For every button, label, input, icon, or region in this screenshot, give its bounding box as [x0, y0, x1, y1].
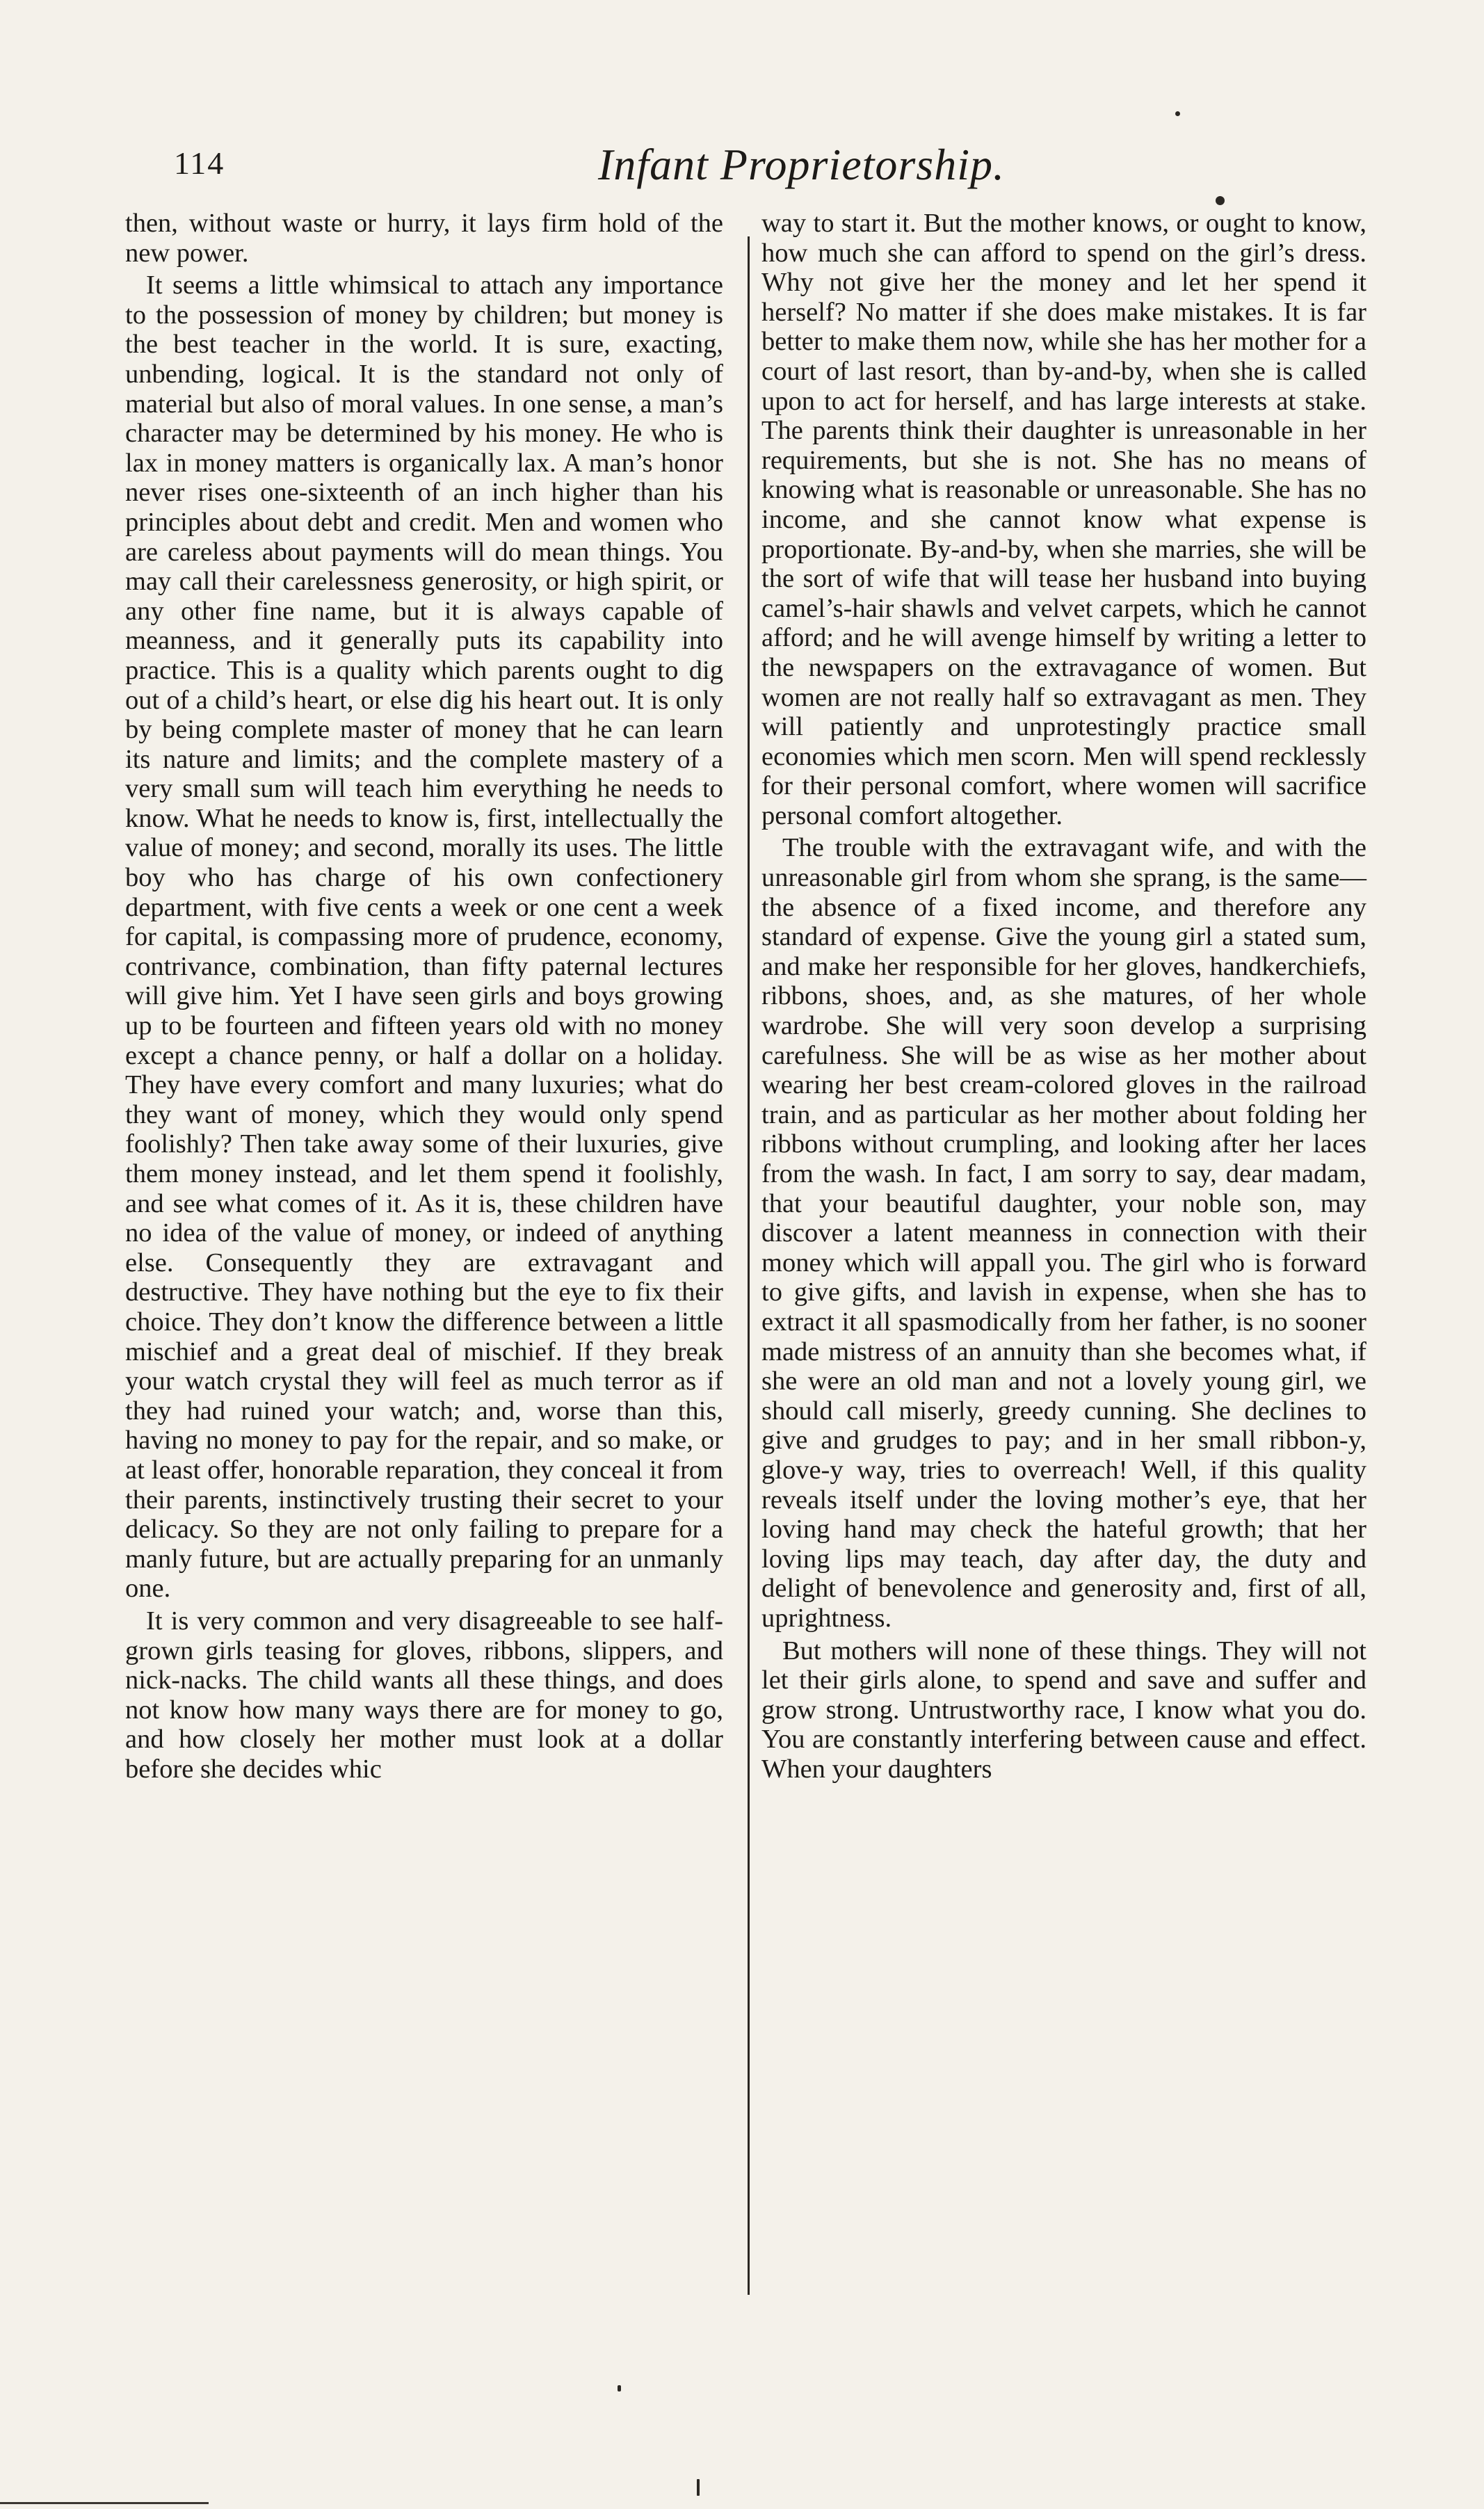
paragraph: It is very common and very disagreeable to see half-grown girls teasing for gloves, ribbons, slippers, and nick-nacks. The child wants all these things, and does not know how many ways there are for money to go, and how closely her mother must look at a dollar before she decides whic [125, 1606, 723, 1784]
ink-speck [1216, 196, 1225, 205]
ink-speck [697, 2479, 700, 2496]
paragraph: The trouble with the extravagant wife, and with the unreasonable girl from whom she sprang, is the same—the absence of a fixed income, and therefore any standard of expense. Give the young girl a stated sum, and make her responsible for her gloves, handkerchiefs, ribbons, shoes, and, as she matures, of her whole wardrobe. She will very soon develop a surprising carefulness. She will be as wise as her mother about wearing her best cream-colored gloves in the railroad train, and as particular as her mother about folding her ribbons without crumpling, and looking after her laces from the wash. In fact, I am sorry to say, dear madam, that your beautiful daughter, your noble son, may discover a latent meanness in connection with their money which will appall you. The girl who is forward to give gifts, and lavish in expense, when she has to extract it all spasmodically from her father, is no sooner made mistress of an annuity than she becomes what, if she were an old man and not a lovely young girl, we should call miserly, greedy cunning. She declines to give and grudges to pay; and in her small ribbon-y, glove-y way, tries to overreach! Well, if this quality reveals itself under the loving mother’s eye, that her loving hand may check the hateful growth; that her loving lips may teach, day after day, the duty and delight of benevolence and generosity and, first of all, uprightness. [761, 833, 1366, 1633]
left-column [125, 209, 723, 1784]
paragraph: way to start it. But the mother knows, or ought to know, how much she can afford to spend on the girl’s dress. Why not give her the money and let her spend it herself? No matter if she does make mistakes. It is far better to make them now, while she has her mother for a court of last resort, than by-and-by, when she is called upon to act for herself, and has large interests at stake. The parents think their daughter is unreasonable in her requirements, but she is not. She has no means of knowing what is reasonable or unreasonable. She has no income, and she cannot know what expense is proportionate. By-and-by, when she marries, she will be the sort of wife that will tease her husband into buying camel’s-hair shawls and velvet carpets, which he cannot afford; and he will avenge himself by writing a letter to the newspapers on the extravagance of women. But women are not really half so extravagant as men. They will patiently and unprotestingly practice small economies which men scorn. Men will spend recklessly for their personal comfort, where women will sacrifice personal comfort altogether. [761, 209, 1366, 830]
running-title: Infant Proprietorship. [598, 140, 1005, 189]
column-divider [748, 236, 750, 2295]
page-header [174, 139, 1314, 202]
paragraph: then, without waste or hurry, it lays firm hold of the new power. [125, 209, 723, 268]
right-column [761, 209, 1366, 1784]
scan-edge-line [0, 2502, 209, 2504]
paragraph: It seems a little whimsical to attach any importance to the possession of money by children; but money is the best teacher in the world. It is sure, exacting, unbending, logical. It is the standard not only of material but also of moral values. In one sense, a man’s character may be determined by his money. He who is lax in money matters is organically lax. A man’s honor never rises one-sixteenth of an inch higher than his principles about debt and credit. Men and women who are careless about payments will do mean things. You may call their carelessness generosity, or high spirit, or any other fine name, but it is always capable of meanness, and it generally puts its capability into practice. This is a quality which parents ought to dig out of a child’s heart, or else dig his heart out. It is only by being complete master of money that he can learn its nature and limits; and the complete mastery of a very small sum will teach him everything he needs to know. What he needs to know is, first, intellectually the value of money; and second, morally its uses. The little boy who has charge of his own confectionery department, with five cents a week or one cent a week for capital, is compassing more of prudence, economy, contrivance, combination, than fifty paternal lectures will give him. Yet I have seen girls and boys growing up to be fourteen and fifteen years old with no money except a chance penny, or half a dollar on a holiday. They have every comfort and many luxuries; what do they want of money, which they would only spend foolishly? Then take away some of their luxuries, give them money instead, and let them spend it foolishly, and see what comes of it. As it is, these children have no idea of the value of money, or indeed of anything else. Consequently they are extravagant and destructive. They have nothing but the eye to fix their choice. They don’t know the difference between a little mischief and a great deal of mischief. If they break your watch crystal they will feel as much terror as if they had ruined your watch; and, worse than this, having no money to pay for the repair, and so make, or at least offer, honorable reparation, they conceal it from their parents, instinctively trusting their secret to your delicacy. So they are not only failing to prepare for a manly future, but are actually preparing for an unmanly one. [125, 271, 723, 1604]
page-number: 114 [174, 145, 225, 181]
paragraph: But mothers will none of these things. They will not let their girls alone, to spend and save and suffer and grow strong. Untrustworthy race, I know what you do. You are constantly interfering between cause and effect. When your daughters [761, 1636, 1366, 1784]
ink-speck [1175, 111, 1180, 116]
ink-speck [618, 2385, 621, 2391]
